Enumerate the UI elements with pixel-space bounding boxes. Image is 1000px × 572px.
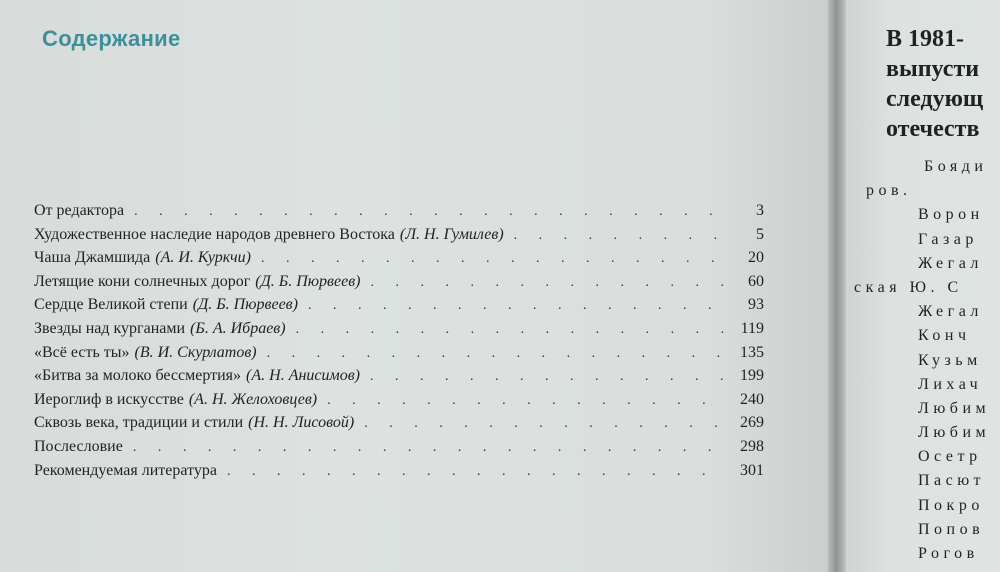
- toc-entry-author: (А. Н. Желоховцев): [188, 390, 318, 408]
- toc-entry-title: Сердце Великой степи: [34, 296, 188, 314]
- heading-line: отечеств: [886, 116, 980, 142]
- right-page-list-item: Любим: [918, 399, 991, 417]
- dot-leader: [227, 464, 726, 480]
- toc-entry: [34, 202, 764, 226]
- toc-entry-page-number: 119: [740, 319, 764, 337]
- dot-leader: [370, 275, 726, 291]
- dot-leader: [296, 322, 726, 338]
- toc-entry-author: (А. Н. Анисимов): [246, 367, 360, 385]
- toc-list: [34, 202, 764, 485]
- right-page-list-item: Покро: [918, 496, 984, 514]
- right-page-heading: [886, 24, 983, 144]
- toc-entry-author: (В. И. Скурлатов): [134, 343, 257, 361]
- right-page-list-item: Конч: [918, 327, 971, 345]
- heading-line: следующ: [886, 86, 984, 112]
- right-page-list-item: Любим: [918, 424, 991, 442]
- toc-entry-page-number: 60: [748, 272, 764, 290]
- right-page-list-item: Осетр: [918, 448, 982, 466]
- toc-entry-page-number: 3: [756, 202, 764, 219]
- right-page-list-item: ров.: [866, 182, 912, 200]
- dot-leader: [514, 228, 726, 244]
- right-page-list-item: Ворон: [918, 206, 984, 224]
- right-page-list: [846, 158, 990, 569]
- toc-entry-page-number: 240: [740, 390, 764, 408]
- toc-entry: [34, 438, 764, 462]
- dot-leader: [134, 204, 726, 220]
- right-page-list-item: Кузьм: [918, 351, 982, 369]
- right-page-list-item: Попов: [918, 520, 985, 538]
- toc-entry-author: (Л. Н. Гумилев): [399, 225, 504, 243]
- toc-entry: [34, 249, 764, 273]
- dot-leader: [364, 416, 726, 432]
- toc-entry-page-number: 269: [740, 414, 764, 432]
- toc-entry-author: (Б. А. Ибраев): [190, 319, 286, 337]
- toc-entry-author: (А. И. Куркчи): [155, 249, 251, 267]
- toc-entry: [34, 344, 764, 368]
- right-page-list-item: Жегал: [918, 303, 983, 321]
- dot-leader: [370, 369, 726, 385]
- toc-entry-title: Сквозь века, традиции и стили: [34, 414, 244, 432]
- toc-entry: [34, 296, 764, 320]
- toc-entry-title: Звезды над курганами: [34, 319, 186, 337]
- toc-entry: [34, 391, 764, 415]
- right-page-list-item: Жегал: [918, 254, 983, 272]
- toc-entry-author: (Д. Б. Пюрвеев): [192, 296, 298, 314]
- toc-entry-author: (Н. Н. Лисовой): [248, 414, 355, 432]
- toc-entry: [34, 320, 764, 344]
- toc-entry-title: Послесловие: [34, 437, 123, 455]
- toc-entry-title: Чаша Джамшида: [34, 249, 151, 267]
- dot-leader: [308, 298, 726, 314]
- toc-entry-title: Иероглиф в искусстве: [34, 390, 184, 408]
- toc-entry-title: Художественное наследие народов древнего Востока: [34, 225, 395, 243]
- dot-leader: [133, 440, 726, 456]
- toc-entry-page-number: 298: [740, 437, 764, 455]
- right-page-list-item: Газар: [918, 230, 978, 248]
- toc-entry-title: Летящие кони солнечных дорог: [34, 272, 251, 290]
- dot-leader: [327, 393, 726, 409]
- right-page-list-item: Бояди: [924, 158, 988, 175]
- right-page-list-item: Рогов: [918, 545, 979, 562]
- toc-entry-title: «Битва за молоко бессмертия»: [34, 367, 242, 385]
- toc-entry: [34, 367, 764, 391]
- toc-entry-page-number: 135: [740, 343, 764, 361]
- toc-entry-page-number: 5: [756, 225, 764, 243]
- toc-entry: [34, 226, 764, 250]
- right-page-list-item: Лихач: [918, 375, 983, 393]
- dot-leader: [267, 346, 726, 362]
- toc-entry-title: От редактора: [34, 202, 125, 219]
- toc-entry: [34, 462, 764, 486]
- right-page: [846, 0, 1000, 572]
- toc-entry-author: (Д. Б. Пюрвеев): [255, 272, 361, 290]
- toc-entry: [34, 273, 764, 297]
- heading-line: выпусти: [886, 56, 980, 82]
- toc-entry-page-number: 20: [748, 249, 764, 267]
- toc-title: Содержание: [42, 26, 181, 51]
- heading-line: В 1981-: [886, 26, 964, 52]
- book-gutter: [828, 0, 848, 572]
- toc-entry-title: «Всё есть ты»: [34, 343, 130, 361]
- toc-entry-page-number: 301: [740, 461, 764, 479]
- toc-entry-page-number: 93: [748, 296, 764, 314]
- right-page-list-item: Пасют: [918, 472, 985, 490]
- toc-entry-page-number: 199: [740, 367, 764, 385]
- dot-leader: [261, 251, 726, 267]
- toc-entry-title: Рекомендуемая литература: [34, 461, 217, 479]
- right-page-list-item: ская Ю. С: [854, 278, 963, 296]
- toc-entry: [34, 414, 764, 438]
